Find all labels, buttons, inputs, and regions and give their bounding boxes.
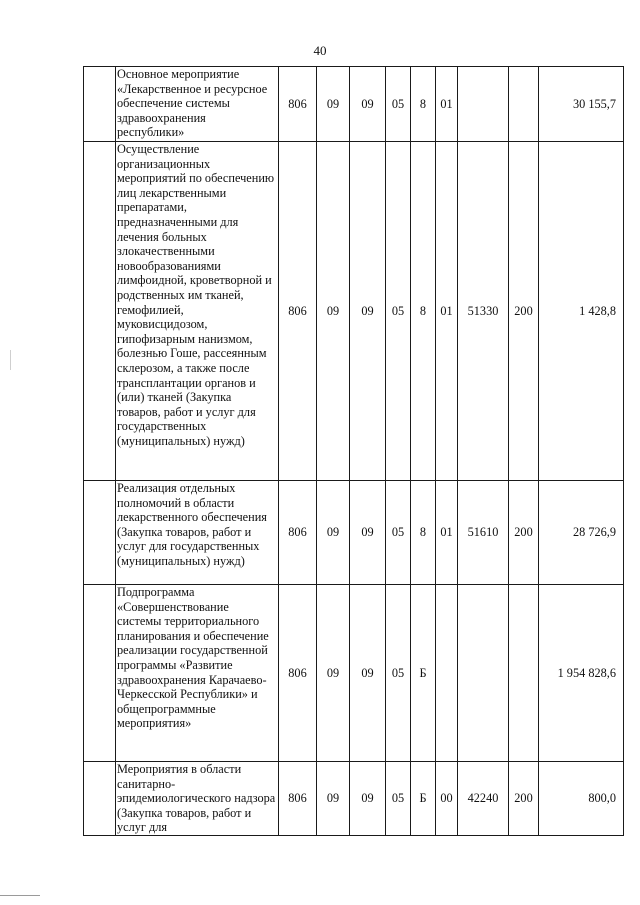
table-row bbox=[84, 67, 624, 142]
direction-cell: 51330 bbox=[458, 142, 509, 481]
grbs-cell: 806 bbox=[279, 585, 317, 762]
amount-cell: 1 428,8 bbox=[539, 142, 624, 481]
event-cell: 00 bbox=[436, 762, 458, 836]
subsection-cell: 09 bbox=[350, 762, 386, 836]
table-row bbox=[84, 762, 624, 836]
item-name-cell: Подпрограмма «Совершенствование системы территориального планирования и обеспечение реализации государственной программы «Развитие здравоохранения Карачаево-Черкесской Республики» и общепрограммные мероприятия» bbox=[116, 585, 279, 762]
row-number-cell bbox=[84, 67, 116, 142]
program-cell: 05 bbox=[386, 762, 411, 836]
section-cell: 09 bbox=[317, 67, 350, 142]
program-cell: 05 bbox=[386, 67, 411, 142]
expense-type-cell bbox=[509, 585, 539, 762]
expense-type-cell: 200 bbox=[509, 142, 539, 481]
scan-mark bbox=[0, 895, 40, 896]
section-cell: 09 bbox=[317, 481, 350, 585]
table-row bbox=[84, 585, 624, 762]
program-cell: 05 bbox=[386, 481, 411, 585]
subprogram-cell: 8 bbox=[411, 142, 436, 481]
event-cell: 01 bbox=[436, 67, 458, 142]
item-name-cell: Мероприятия в области санитарно-эпидемиологического надзора (Закупка товаров, работ и услуг для bbox=[116, 762, 279, 836]
subprogram-cell: Б bbox=[411, 762, 436, 836]
direction-cell bbox=[458, 585, 509, 762]
subsection-cell: 09 bbox=[350, 585, 386, 762]
subsection-cell: 09 bbox=[350, 67, 386, 142]
program-cell: 05 bbox=[386, 142, 411, 481]
row-number-cell bbox=[84, 142, 116, 481]
grbs-cell: 806 bbox=[279, 762, 317, 836]
subprogram-cell: Б bbox=[411, 585, 436, 762]
expense-type-cell: 200 bbox=[509, 481, 539, 585]
item-name-cell: Осуществление организационных мероприятий по обеспечению лиц лекарственными препаратами, предназначенными для лечения больных злокачественными новообразованиями лимфоидной, кроветворной и родственных им тканей, гемофилией, муковисцидозом, гипофизарным нанизмом, болезнью Гоше, рассеянным склерозом, а также после трансплантации органов и (или) тканей (Закупка товаров, работ и услуг для государственных (муниципальных) нужд) bbox=[116, 142, 279, 481]
row-number-cell bbox=[84, 585, 116, 762]
subsection-cell: 09 bbox=[350, 481, 386, 585]
event-cell: 01 bbox=[436, 142, 458, 481]
direction-cell: 51610 bbox=[458, 481, 509, 585]
item-name-cell: Основное мероприятие «Лекарственное и ресурсное обеспечение системы здравоохранения республики» bbox=[116, 67, 279, 142]
event-cell bbox=[436, 585, 458, 762]
section-cell: 09 bbox=[317, 585, 350, 762]
direction-cell bbox=[458, 67, 509, 142]
program-cell: 05 bbox=[386, 585, 411, 762]
event-cell: 01 bbox=[436, 481, 458, 585]
expense-type-cell: 200 bbox=[509, 762, 539, 836]
row-number-cell bbox=[84, 762, 116, 836]
grbs-cell: 806 bbox=[279, 481, 317, 585]
table-row bbox=[84, 481, 624, 585]
amount-cell: 28 726,9 bbox=[539, 481, 624, 585]
row-number-cell bbox=[84, 481, 116, 585]
item-name-cell: Реализация отдельных полномочий в области лекарственного обеспечения (Закупка товаров, работ и услуг для государственных (муниципальных) нужд) bbox=[116, 481, 279, 585]
grbs-cell: 806 bbox=[279, 67, 317, 142]
grbs-cell: 806 bbox=[279, 142, 317, 481]
scan-mark bbox=[10, 350, 11, 370]
subsection-cell: 09 bbox=[350, 142, 386, 481]
page-number: 40 bbox=[313, 43, 327, 58]
direction-cell: 42240 bbox=[458, 762, 509, 836]
amount-cell: 800,0 bbox=[539, 762, 624, 836]
section-cell: 09 bbox=[317, 762, 350, 836]
budget-table bbox=[83, 66, 624, 836]
amount-cell: 30 155,7 bbox=[539, 67, 624, 142]
amount-cell: 1 954 828,6 bbox=[539, 585, 624, 762]
subprogram-cell: 8 bbox=[411, 67, 436, 142]
expense-type-cell bbox=[509, 67, 539, 142]
table-row bbox=[84, 142, 624, 481]
subprogram-cell: 8 bbox=[411, 481, 436, 585]
section-cell: 09 bbox=[317, 142, 350, 481]
